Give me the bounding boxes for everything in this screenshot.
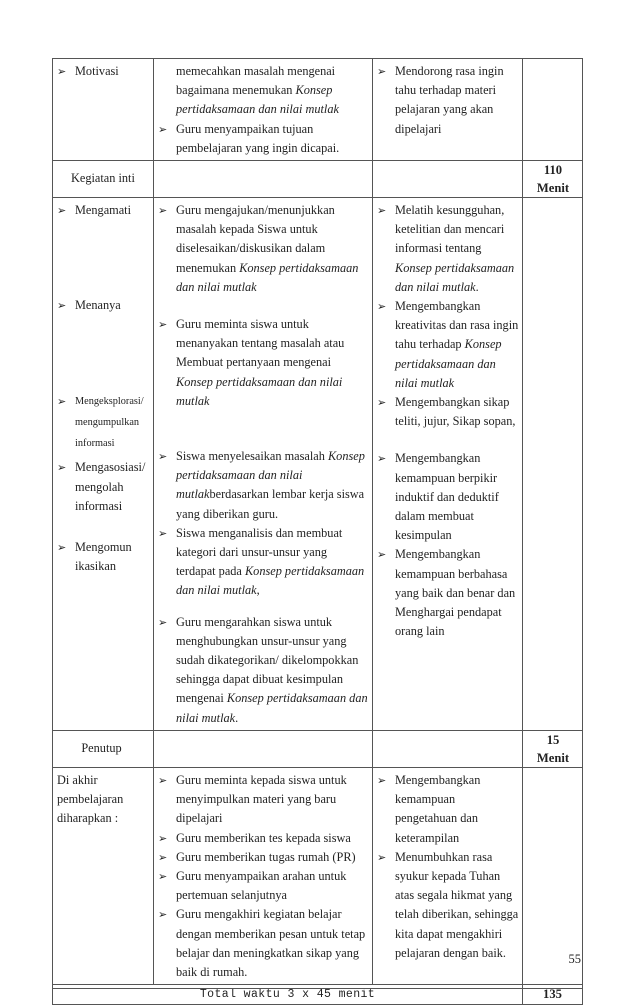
teacher-cell xyxy=(154,767,373,984)
section-label: Kegiatan inti xyxy=(53,161,154,198)
activity-cell xyxy=(53,59,154,161)
total-label: Total waktu 3 x 45 menit xyxy=(53,985,523,1005)
activity-komunikasi: ➢ Mengomunikasikan xyxy=(57,538,150,576)
teacher-menanya: ➢ Guru meminta siswa untuk menanyakan tentang masalah atau Membuat pertanyaan mengenai Konsep pertidaksamaan dan nilai mutlak xyxy=(158,315,369,411)
activity-menanya: ➢ Menanya xyxy=(57,296,150,315)
teacher-continuation: memecahkan masalah mengenai bagaimana menemukan Konsep pertidaksamaan dan nilai mutlak xyxy=(176,64,339,117)
section-minutes: 15 Menit xyxy=(523,730,583,767)
teacher-penutup-item: ➢ Guru menyampaikan arahan untuk pertemuan selanjutnya xyxy=(158,867,369,905)
lesson-plan-table xyxy=(52,58,583,1005)
goal-mengamati: ➢ Melatih kesungguhan, ketelitian dan mencari informasi tentang Konsep pertidaksamaan dan nilai mutlak. xyxy=(377,201,519,297)
total-value: 135 xyxy=(523,985,583,1005)
section-minutes: 110 Menit xyxy=(523,161,583,198)
teacher-cell xyxy=(154,198,373,731)
time-cell xyxy=(523,59,583,161)
goal-cell xyxy=(373,198,523,731)
section-header-inti xyxy=(53,161,583,198)
activity-asosiasi: ➢ Mengasosiasi/ mengolah informasi xyxy=(57,458,150,516)
goal-asosiasi: ➢ Mengembangkan kemampuan berpikir induktif dan deduktif dalam membuat kesimpulan xyxy=(377,449,519,545)
activity-penutup: Di akhir pembelajaran diharapkan : xyxy=(57,772,124,826)
lesson-plan-table-container xyxy=(52,58,582,1005)
goal-cell xyxy=(373,59,523,161)
teacher-penutup-item: ➢ Guru mengakhiri kegiatan belajar dengan memberikan pesan untuk tetap belajar dan meningkatkan sikap yang baik di rumah. xyxy=(158,905,369,982)
teacher-mengamati: ➢ Guru mengajukan/menunjukkan masalah kepada Siswa untuk diselesaikan/diskusikan dalam menemukan Konsep pertidaksamaan dan nilai mutlak xyxy=(158,201,369,297)
teacher-penutup-item: ➢ Guru meminta kepada siswa untuk menyimpulkan materi yang baru dipelajari xyxy=(158,771,369,829)
section-label: Penutup xyxy=(53,730,154,767)
table-row-motivasi xyxy=(53,59,583,161)
teacher-asosiasi: ➢ Siswa menganalisis dan membuat kategori dari unsur-unsur yang terdapat pada Konsep pertidaksamaan dan nilai mutlak, xyxy=(158,524,369,601)
goal-komunikasi: ➢ Mengembangkan kemampuan berbahasa yang baik dan benar dan Menghargai pendapat orang lain xyxy=(377,545,519,641)
teacher-bullet: ➢ Guru menyampaikan tujuan pembelajaran yang ingin dicapai. xyxy=(158,120,369,158)
goal-eksplorasi: ➢ Mengembangkan sikap teliti, jujur, Sikap sopan, xyxy=(377,393,519,431)
goal-bullet: ➢ Mendorong rasa ingin tahu terhadap materi pelajaran yang akan dipelajari xyxy=(377,62,519,139)
activity-mengamati: ➢ Mengamati xyxy=(57,201,150,220)
total-double-rule xyxy=(52,988,582,989)
page-number: 55 xyxy=(568,952,581,966)
goal-penutup-item: ➢ Mengembangkan kemampuan pengetahuan dan keterampilan xyxy=(377,771,519,848)
goal-menanya: ➢ Mengembangkan kreativitas dan rasa ingin tahu terhadap Konsep pertidaksamaan dan nilai mutlak xyxy=(377,297,519,393)
activity-motivasi: ➢ Motivasi xyxy=(57,62,150,81)
activity-eksplorasi: ➢ Mengeksplorasi/ mengumpulkan informasi xyxy=(57,391,150,454)
teacher-cell xyxy=(154,59,373,161)
section-header-penutup xyxy=(53,730,583,767)
activity-cell xyxy=(53,767,154,984)
table-row-inti xyxy=(53,198,583,731)
table-row-penutup xyxy=(53,767,583,984)
teacher-komunikasi: ➢ Guru mengarahkan siswa untuk menghubungkan unsur-unsur yang sudah dikategorikan/ dikelompokkan sehingga dapat dibuat kesimpulan mengenai Konsep pertidaksamaan dan nilai mutlak. xyxy=(158,613,369,728)
goal-penutup-item: ➢ Menumbuhkan rasa syukur kepada Tuhan atas segala hikmat yang telah diberikan, sehingga kita dapat mengakhiri pelajaran dengan baik. xyxy=(377,848,519,963)
time-cell xyxy=(523,198,583,731)
teacher-penutup-item: ➢ Guru memberikan tes kepada siswa xyxy=(158,829,369,848)
activity-cell xyxy=(53,198,154,731)
teacher-penutup-item: ➢ Guru memberikan tugas rumah (PR) xyxy=(158,848,369,867)
teacher-eksplorasi: ➢ Siswa menyelesaikan masalah Konsep pertidaksamaan dan nilai mutlakberdasarkan lembar kerja siswa yang diberikan guru. xyxy=(158,447,369,524)
goal-cell xyxy=(373,767,523,984)
